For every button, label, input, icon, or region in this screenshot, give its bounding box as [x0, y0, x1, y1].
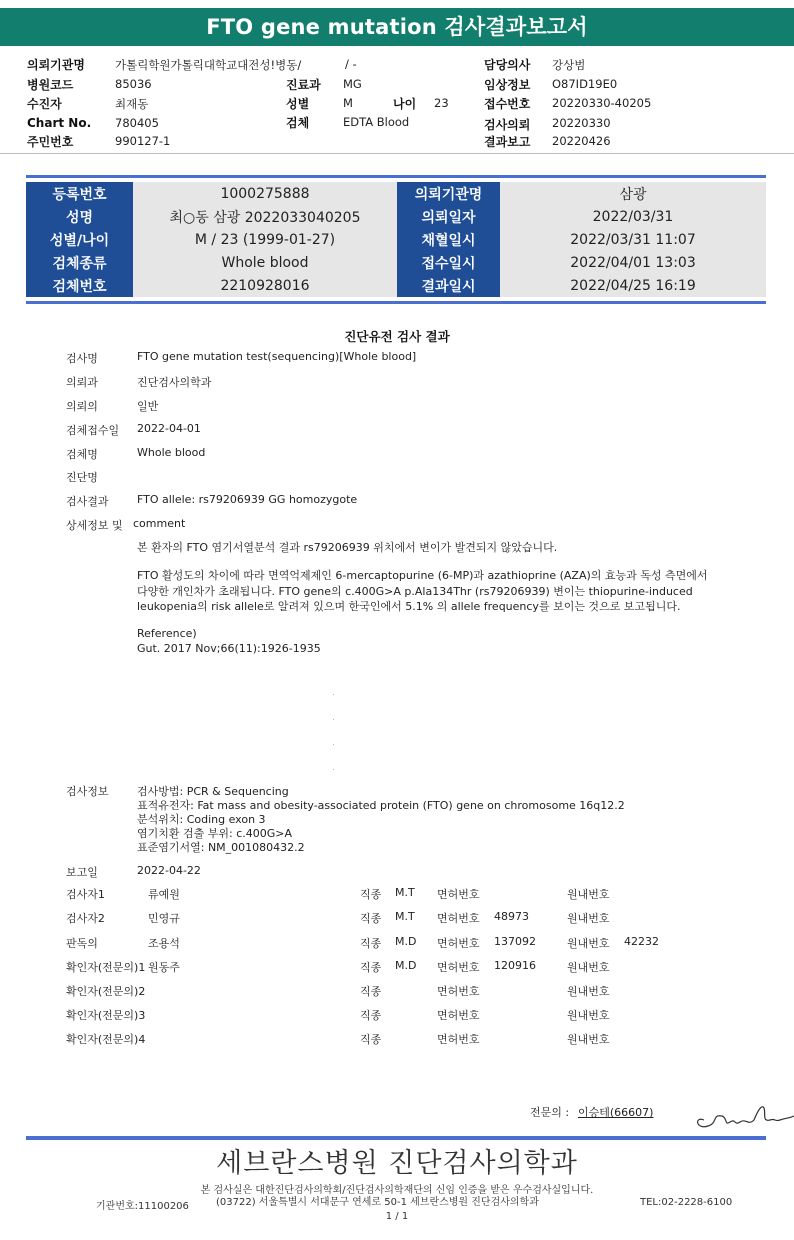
specimen-name-value: Whole blood: [137, 446, 206, 459]
test-result-label: 검사결과: [66, 495, 109, 508]
license-column-label: 면허번호: [437, 937, 480, 950]
certification-note: 본 검사실은 대한진단검사의학회/진단검사의학재단의 신임 인증을 받은 우수검사실입니다.: [200, 1185, 594, 1196]
header-divider: [0, 153, 794, 154]
patient-table-label: 성별/나이: [26, 228, 133, 251]
specimen-label: 검체: [286, 116, 310, 130]
patient-table-row: [26, 205, 766, 228]
physician-value: 강상범: [552, 58, 586, 72]
job-column-label: 직종: [360, 912, 382, 925]
lab-address: (03722) 서울특별시 서대문구 연세로 50-1 세브란스병원 진단검사의학과: [216, 1197, 539, 1208]
institution-number: 기관번호:11100206: [96, 1201, 189, 1212]
specimen-received-value: 2022-04-01: [137, 422, 201, 435]
staff-no-column-label: 원내번호: [567, 961, 610, 974]
age-label: 나이: [393, 97, 417, 111]
signatory-license: 48973: [494, 910, 529, 923]
test-info-line: 염기치환 검출 부위: c.400G>A: [137, 827, 293, 840]
test-name-label: 검사명: [66, 352, 98, 365]
patient-table-label: 검체종류: [26, 251, 133, 274]
specialist-label: 전문의 :: [530, 1106, 570, 1119]
hospital-name: 세브란스병원 진단검사의학과: [216, 1148, 578, 1179]
comment-paragraph-2: FTO 활성도의 차이에 따라 면역억제제인 6-mercaptopurine (6-MP)과 azathioprine (AZA)의 효능과 독성 측면에서 다양한 개인차가 초래됩니다. FTO gene의 c.400G>A p.Ala134Thr (rs79206939) 변이는 thiopurine-induced leukopenia의 risk allele로 알려져 있으며 한국인에서 5.1% 의 allele frequency를 보이는 것으로 보고됩니다.: [137, 569, 708, 613]
signatory-name: 류예원: [148, 888, 180, 901]
spacer-dot: [333, 744, 334, 745]
requesting-doctor-label: 의뢰의: [66, 400, 98, 413]
signatory-role: 검사자1: [66, 888, 105, 901]
patient-table-row: [26, 251, 766, 274]
spacer-dot: [333, 719, 334, 720]
test-request-value: 20220330: [552, 116, 611, 130]
staff-no-column-label: 원내번호: [567, 1033, 610, 1046]
patient-table-row: [26, 228, 766, 251]
detail-label: 상세정보 및: [66, 519, 123, 532]
test-info-label: 검사정보: [66, 785, 109, 798]
lab-telephone: TEL:02-2228-6100: [640, 1197, 733, 1208]
patient-table-value: 2022/04/01 13:03: [500, 251, 766, 274]
job-column-label: 직종: [360, 937, 382, 950]
table-top-rule: [26, 175, 766, 178]
signatory-job: M.D: [395, 959, 417, 972]
patient-label: 수진자: [27, 97, 62, 111]
job-column-label: 직종: [360, 961, 382, 974]
specialist-name: 이승테(66607): [578, 1106, 654, 1119]
signatory-name: 민영규: [148, 912, 180, 925]
patient-table-value: 삼광: [500, 182, 766, 205]
patient-table-label: 채혈일시: [397, 228, 500, 251]
sex-label: 성별: [286, 97, 310, 111]
receipt-no-value: 20220330-40205: [552, 96, 652, 110]
signatory-license: 120916: [494, 959, 536, 972]
patient-table-row: [26, 182, 766, 205]
patient-table-label: 검체번호: [26, 274, 133, 297]
test-info-line: 검사방법: PCR & Sequencing: [137, 785, 289, 798]
staff-no-column-label: 원내번호: [567, 912, 610, 925]
report-title-bar: [0, 8, 794, 46]
spacer-dot: [333, 769, 334, 770]
department-label: 진료과: [286, 78, 321, 92]
patient-table-label: 접수일시: [397, 251, 500, 274]
clinical-info-label: 임상정보: [484, 78, 531, 92]
signatory-license: 137092: [494, 935, 536, 948]
license-column-label: 면허번호: [437, 985, 480, 998]
report-date-label: 보고일: [66, 866, 98, 879]
signatory-name: 원동주: [148, 961, 180, 974]
signatory-job: M.T: [395, 886, 415, 899]
license-column-label: 면허번호: [437, 1009, 480, 1022]
patient-table-value: 2022/03/31 11:07: [500, 228, 766, 251]
patient-table-label: 의뢰기관명: [397, 182, 500, 205]
signatory-name: 조용석: [148, 937, 180, 950]
table-bottom-rule: [26, 301, 766, 304]
job-column-label: 직종: [360, 888, 382, 901]
test-result-value: FTO allele: rs79206939 GG homozygote: [137, 493, 358, 506]
signatory-job: M.D: [395, 935, 417, 948]
requesting-org-value: 가톨릭학원가톨릭대학교대전성!병동/: [115, 58, 302, 72]
ward-suffix: / -: [345, 57, 357, 71]
hospital-code-label: 병원코드: [27, 78, 74, 92]
requesting-doctor-value: 일반: [137, 400, 159, 413]
license-column-label: 면허번호: [437, 912, 480, 925]
license-column-label: 면허번호: [437, 888, 480, 901]
specimen-received-label: 검체접수일: [66, 424, 120, 437]
spacer-dot: [333, 694, 334, 695]
patient-table-label: 결과일시: [397, 274, 500, 297]
chart-no-value: 780405: [115, 116, 159, 130]
signatory-job: M.T: [395, 910, 415, 923]
detail-comment-label: comment: [133, 517, 186, 530]
page-number: 1 / 1: [385, 1211, 409, 1222]
license-column-label: 면허번호: [437, 961, 480, 974]
test-name-value: FTO gene mutation test(sequencing)[Whole blood]: [137, 350, 417, 363]
patient-table-label: 의뢰일자: [397, 205, 500, 228]
patient-table-value: 2210928016: [133, 274, 397, 297]
reference-citation: Gut. 2017 Nov;66(11):1926-1935: [137, 642, 321, 655]
patient-table-row: [26, 274, 766, 297]
report-date-value: 2022-04-22: [137, 864, 201, 877]
staff-no-column-label: 원내번호: [567, 937, 610, 950]
sex-value: M: [343, 96, 353, 110]
signatory-staff-no: 42232: [624, 935, 659, 948]
license-column-label: 면허번호: [437, 1033, 480, 1046]
hospital-code-value: 85036: [115, 77, 152, 91]
chart-no-label: Chart No.: [27, 116, 92, 130]
patient-table-value: 2022/03/31: [500, 205, 766, 228]
job-column-label: 직종: [360, 1009, 382, 1022]
report-title: FTO gene mutation 검사결과보고서: [206, 15, 588, 39]
test-request-label: 검사의뢰: [484, 118, 531, 132]
patient-table-value: 1000275888: [133, 182, 397, 205]
patient-table-label: 등록번호: [26, 182, 133, 205]
staff-no-column-label: 원내번호: [567, 1009, 610, 1022]
signatory-role: 검사자2: [66, 912, 105, 925]
reference-label: Reference): [137, 627, 197, 640]
staff-no-column-label: 원내번호: [567, 985, 610, 998]
resident-no-label: 주민번호: [27, 135, 74, 149]
result-report-value: 20220426: [552, 134, 611, 148]
patient-table-value: 최○동 삼광 2022033040205: [133, 205, 397, 228]
patient-table-value: 2022/04/25 16:19: [500, 274, 766, 297]
comment-paragraph-1: 본 환자의 FTO 염기서열분석 결과 rs79206939 위치에서 변이가 발견되지 않았습니다.: [137, 541, 558, 554]
handwritten-signature: [690, 1096, 794, 1136]
receipt-no-label: 접수번호: [484, 97, 531, 111]
footer-rule: [26, 1136, 766, 1140]
signatory-role: 확인자(전문의)4: [66, 1033, 146, 1046]
specimen-value: EDTA Blood: [343, 115, 410, 129]
age-value: 23: [434, 96, 449, 110]
clinical-info-value: O87ID19E0: [552, 77, 618, 91]
result-report-label: 결과보고: [484, 135, 531, 149]
patient-info-table: [26, 182, 766, 297]
test-info-line: 표준염기서열: NM_001080432.2: [137, 841, 305, 854]
requesting-dept-value: 진단검사의학과: [137, 376, 212, 389]
physician-label: 담당의사: [484, 58, 531, 72]
resident-no-value: 990127-1: [115, 134, 171, 148]
report-heading: 진단유전 검사 결과: [344, 329, 450, 344]
signatory-role: 판독의: [66, 937, 98, 950]
requesting-org-label: 의뢰기관명: [27, 58, 85, 72]
signatory-role: 확인자(전문의)3: [66, 1009, 146, 1022]
test-info-line: 분석위치: Coding exon 3: [137, 813, 266, 826]
job-column-label: 직종: [360, 985, 382, 998]
staff-no-column-label: 원내번호: [567, 888, 610, 901]
test-info-line: 표적유전자: Fat mass and obesity-associated protein (FTO) gene on chromosome 16q12.2: [137, 799, 625, 812]
department-value: MG: [343, 77, 362, 91]
requesting-dept-label: 의뢰과: [66, 376, 98, 389]
patient-table-value: M / 23 (1999-01-27): [133, 228, 397, 251]
specimen-name-label: 검체명: [66, 448, 98, 461]
signatory-role: 확인자(전문의)1: [66, 961, 146, 974]
patient-table-value: Whole blood: [133, 251, 397, 274]
patient-table-label: 성명: [26, 205, 133, 228]
job-column-label: 직종: [360, 1033, 382, 1046]
signatory-role: 확인자(전문의)2: [66, 985, 146, 998]
diagnosis-label: 진단명: [66, 471, 98, 484]
patient-value: 최재동: [115, 97, 149, 111]
